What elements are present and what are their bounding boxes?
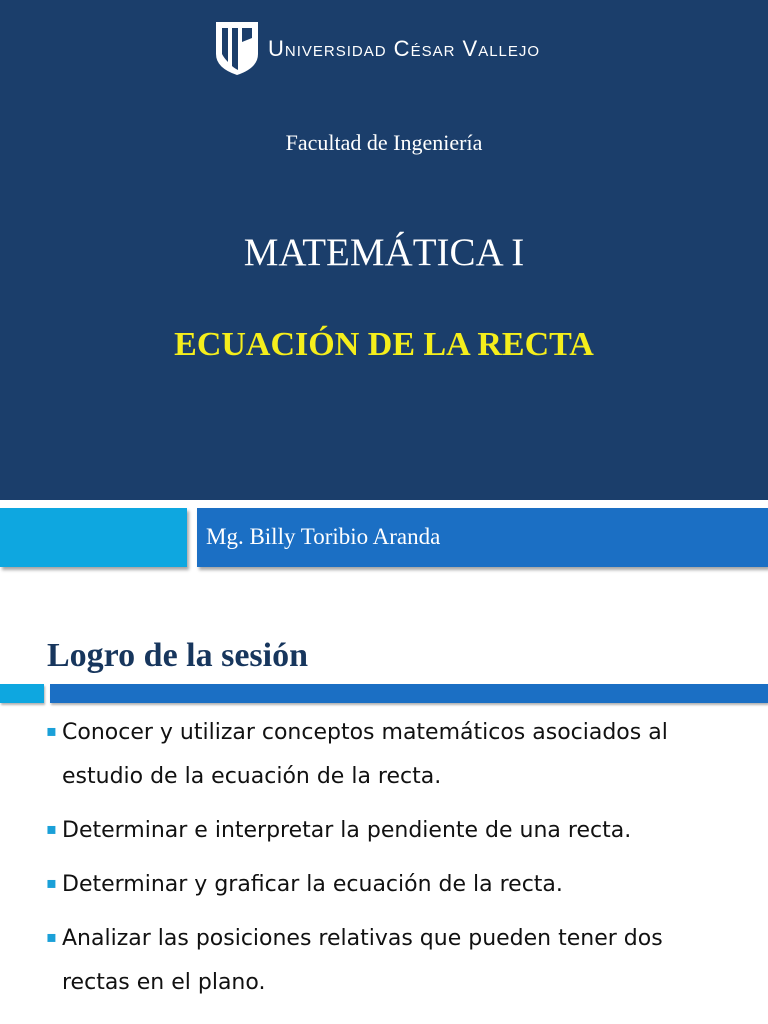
topic-title: ECUACIÓN DE LA RECTA <box>174 326 594 363</box>
author-band-accent <box>0 508 187 567</box>
section-heading: Logro de la sesión <box>47 637 309 674</box>
square-bullet-icon: ▪ <box>46 721 57 740</box>
square-bullet-icon: ▪ <box>46 873 57 892</box>
list-item-text: Determinar e interpretar la pendiente de una recta. <box>62 818 632 843</box>
list-item <box>44 809 734 853</box>
faculty-name: Facultad de Ingeniería <box>285 130 483 155</box>
list-item-text: Conocer y utilizar conceptos matemáticos asociados al estudio de la ecuación de la recta. <box>62 720 668 789</box>
university-logo-icon <box>214 20 260 76</box>
heading-rule <box>50 684 768 703</box>
list-item <box>44 863 734 907</box>
heading-rule-accent <box>0 684 44 703</box>
square-bullet-icon: ▪ <box>46 819 57 838</box>
university-name: Universidad César Vallejo <box>268 36 541 61</box>
square-bullet-icon: ▪ <box>46 927 57 946</box>
author-name: Mg. Billy Toribio Aranda <box>206 524 441 549</box>
list-item-text: Determinar y graficar la ecuación de la recta. <box>62 872 563 897</box>
list-item-text: Analizar las posiciones relativas que pueden tener dos rectas en el plano. <box>62 926 663 995</box>
title-slide <box>0 0 768 500</box>
list-item <box>44 917 734 1005</box>
objectives-list <box>44 711 734 1015</box>
list-item <box>44 711 734 799</box>
course-title: MATEMÁTICA I <box>243 231 525 274</box>
